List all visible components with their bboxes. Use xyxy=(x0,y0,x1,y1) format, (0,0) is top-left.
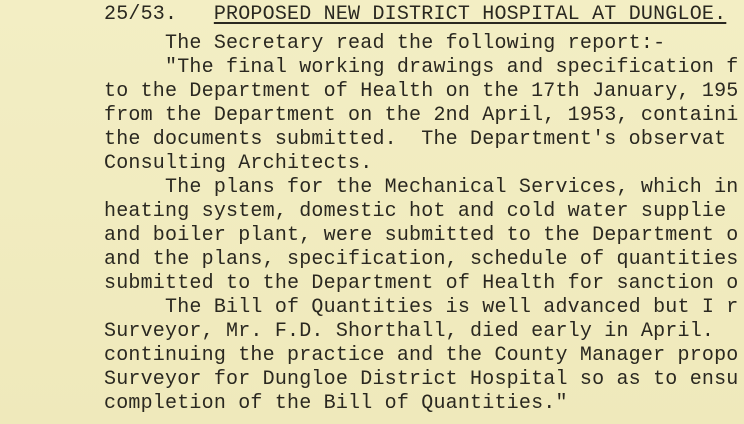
text-line: The plans for the Mechanical Services, which in xyxy=(104,176,739,199)
text-line: Surveyor for Dungloe District Hospital so as to ensu xyxy=(104,368,739,391)
text-line: Surveyor, Mr. F.D. Shorthall, died early in April. xyxy=(104,320,715,343)
text-line: continuing the practice and the County Manager propo xyxy=(104,344,739,367)
text-line: The Bill of Quantities is well advanced but I r xyxy=(104,296,739,319)
text-line: heating system, domestic hot and cold water supplie xyxy=(104,200,727,223)
text-line: "The final working drawings and specification f xyxy=(104,56,739,79)
text-line: and boiler plant, were submitted to the Department o xyxy=(104,224,739,247)
text-line: to the Department of Health on the 17th January, 195 xyxy=(104,80,739,103)
text-line: the documents submitted. The Department's observat xyxy=(104,128,727,151)
text-line: completion of the Bill of Quantities." xyxy=(104,392,568,415)
heading-title: PROPOSED NEW DISTRICT HOSPITAL AT DUNGLOE. xyxy=(213,3,727,26)
heading-number: 25/53. xyxy=(104,3,178,26)
text-line: Consulting Architects. xyxy=(104,152,373,175)
text-line: from the Department on the 2nd April, 1953, containi xyxy=(104,104,739,127)
text-line: The Secretary read the following report:- xyxy=(104,32,666,55)
text-line: and the plans, specification, schedule of quantities xyxy=(104,248,739,271)
text-line: submitted to the Department of Health for sanction o xyxy=(104,272,739,295)
heading-line xyxy=(104,4,726,26)
